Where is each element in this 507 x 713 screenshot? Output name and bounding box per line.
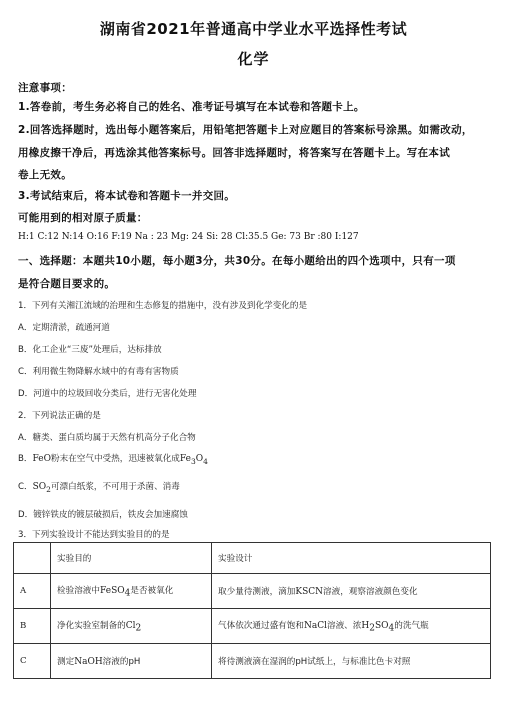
- notice-item-3: 3.考试结束后，将本试卷和答题卡一并交回。: [18, 190, 236, 202]
- q2-formula-feo: FeO: [32, 454, 51, 464]
- notice-item-2-line-3: 卷上无效。: [18, 169, 72, 181]
- q3-row-design: 将待测液滴在湿润的pH试纸上，与标准比色卡对照: [212, 644, 491, 679]
- q2-option-c-label: C．: [18, 482, 33, 492]
- section-1-line-1: 一、选择题：本题共10小题，每小题3分，共30分。在每小题给出的四个选项中，只有一项: [18, 255, 456, 267]
- atomic-mass-heading: 可能用到的相对原子质量：: [18, 212, 148, 224]
- q2-option-b-text: 粉末在空气中受热，迅速被氧化成: [50, 454, 180, 464]
- q2-option-d: D．镀锌铁皮的镀层破损后，铁皮会加速腐蚀: [18, 510, 188, 520]
- q1-option-c: C．利用微生物降解水域中的有毒有害物质: [18, 367, 179, 377]
- q3-row-label: C: [14, 644, 51, 679]
- q3-header-blank: [14, 543, 51, 574]
- q2-option-c-text: 可漂白纸浆，不可用于杀菌、消毒: [50, 482, 180, 492]
- q1-option-d: D．河道中的垃圾回收分类后，进行无害化处理: [18, 389, 197, 399]
- q2-formula-so2: $SO_2$: [32, 482, 51, 494]
- q3-row-goal: 净化实验室制备的$Cl_2$: [51, 609, 212, 644]
- section-1-line-2: 是符合题目要求的。: [18, 278, 116, 290]
- q3-row-label: B: [14, 609, 51, 644]
- q3-row-design: 取少量待测液，滴加KSCN溶液，观察溶液颜色变化: [212, 574, 491, 609]
- q3-stem: 3．下列实验设计不能达到实验目的的是: [18, 530, 170, 540]
- notice-item-2-line-1: 2.回答选择题时，选出每小题答案后，用铅笔把答题卡上对应题目的答案标号涂黑。如需改动，: [18, 124, 473, 136]
- q2-option-a: A．糖类、蛋白质均属于天然有机高分子化合物: [18, 433, 196, 443]
- q2-formula-fe3o4: $Fe_3O_4$: [179, 454, 208, 466]
- q3-row-goal: 测定NaOH溶液的pH: [51, 644, 212, 679]
- q3-header-design: 实验设计: [212, 543, 491, 574]
- table-row: [14, 609, 491, 644]
- q3-table: [13, 542, 491, 679]
- q3-row-label: A: [14, 574, 51, 609]
- q3-row-design: 气体依次通过盛有饱和NaCl溶液、浓$H_2SO_4$的洗气瓶: [212, 609, 491, 644]
- notice-heading: 注意事项：: [18, 82, 72, 94]
- table-row: [14, 644, 491, 679]
- q3-row-goal: 检验溶液中FeSO$_4$是否被氧化: [51, 574, 212, 609]
- notice-item-2-line-2: 用橡皮擦干净后，再选涂其他答案标号。回答非选择题时，将答案写在答题卡上。写在本试: [18, 147, 450, 159]
- exam-title: 湖南省2021年普通高中学业水平选择性考试: [99, 20, 408, 38]
- q1-stem: 1．下列有关湘江流域的治理和生态修复的措施中，没有涉及到化学变化的是: [18, 301, 308, 311]
- q2-option-b-label: B．: [18, 454, 33, 464]
- exam-subject: 化学: [237, 50, 270, 68]
- q1-option-a: A．定期清淤，疏通河道: [18, 323, 110, 333]
- notice-item-1: 1.答卷前，考生务必将自己的姓名、准考证号填写在本试卷和答题卡上。: [18, 101, 365, 113]
- q1-option-b: B．化工企业“三废”处理后，达标排放: [18, 345, 162, 355]
- q3-table-header: [14, 543, 491, 574]
- q2-option-b: [18, 452, 494, 466]
- q3-header-goal: 实验目的: [51, 543, 212, 574]
- q2-stem: 2．下列说法正确的是: [18, 411, 101, 421]
- q2-option-c: [18, 480, 494, 494]
- table-row: [14, 574, 491, 609]
- atomic-mass-values: H:1 C:12 N:14 O:16 F:19 Na : 23 Mg: 24 Si: 28 Cl:35.5 Ge: 73 Br :80 I:127: [18, 232, 359, 242]
